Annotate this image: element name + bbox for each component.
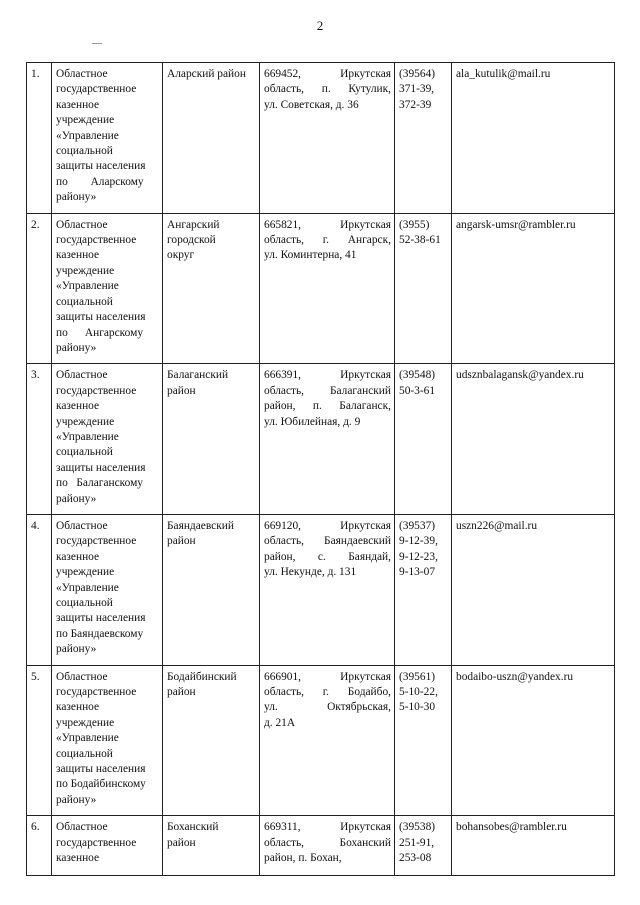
phone_lines-line: 9-13-07 — [399, 566, 436, 579]
phone_lines-line: 371-39, — [399, 83, 435, 96]
table-row — [27, 213, 615, 364]
address_lines-line: район, с. Баяндай, — [264, 550, 391, 563]
phone_lines-line: (39537) — [399, 519, 436, 532]
district-cell — [163, 63, 260, 214]
org_lines-line: государственное — [56, 83, 137, 96]
organization-cell — [52, 816, 163, 876]
scan-speck — [92, 43, 102, 44]
phone-cell — [395, 364, 452, 515]
row-number-cell — [27, 514, 52, 665]
phone_lines-line: 50-3-61 — [399, 384, 436, 397]
address_lines-line: 666391, Иркутская — [264, 369, 391, 382]
org_lines-line: району» — [56, 643, 97, 656]
phone_lines-line: 5-10-22, — [399, 686, 438, 699]
row-number-cell — [27, 665, 52, 816]
address_lines-line: область, Баяндаевский — [264, 535, 391, 548]
org_lines-line: защиты населения — [56, 461, 146, 474]
address_lines-line: 665821, Иркутская — [264, 218, 391, 231]
district-cell — [163, 213, 260, 364]
organization-cell — [52, 665, 163, 816]
email-cell — [452, 514, 615, 665]
phone_lines-line: 372-39 — [399, 98, 432, 111]
address_lines-line: область, п. Кутулик, — [264, 83, 391, 96]
address_lines-line: 666901, Иркутская — [264, 670, 391, 683]
row-number-cell — [27, 816, 52, 876]
phone_lines-line: 251-91, — [399, 836, 435, 849]
org_lines-line: Областное — [56, 218, 108, 231]
district_lines-line: Ангарский — [167, 218, 220, 231]
address_lines-line: ул. Октябрьская, — [264, 701, 391, 714]
email-cell — [452, 213, 615, 364]
address_lines-line: 669311, Иркутская — [264, 821, 391, 834]
address-cell — [260, 213, 395, 364]
district_lines-line: район — [167, 535, 196, 548]
phone-cell — [395, 213, 452, 364]
org_lines-line: по Ангарскому — [56, 326, 144, 339]
address-cell — [260, 364, 395, 515]
row-number-cell — [27, 364, 52, 515]
email-address[interactable]: bohansobes@rambler.ru — [456, 821, 567, 834]
org_lines-line: казенное — [56, 701, 100, 714]
phone_lines-line: 9-12-23, — [399, 550, 438, 563]
table-row — [27, 364, 615, 515]
org_lines-line: социальной — [56, 597, 113, 609]
address_lines-line: ул. Советская, д. 36 — [264, 98, 359, 111]
organization-cell — [52, 364, 163, 515]
org_lines-line: учреждение — [56, 566, 115, 579]
row-number: 3. — [31, 369, 40, 382]
org_lines-line: государственное — [56, 836, 137, 849]
org_lines-line: казенное — [56, 400, 100, 413]
row-number-cell — [27, 63, 52, 214]
district_lines-line: район — [167, 686, 196, 699]
district_lines-line: Бодайбинский — [167, 670, 237, 683]
district_lines-line: округ — [167, 249, 195, 262]
district_lines-line: район — [167, 384, 196, 397]
email-cell — [452, 63, 615, 214]
district-cell — [163, 364, 260, 515]
address_lines-line: ул. Некунде, д. 131 — [264, 566, 357, 579]
district-cell — [163, 514, 260, 665]
phone_lines-line: 52-38-61 — [399, 234, 441, 247]
phone_lines-line: (39538) — [399, 821, 436, 834]
org_lines-line: социальной — [56, 145, 113, 158]
phone_lines-line: (39561) — [399, 670, 436, 683]
phone_lines-line: (3955) — [399, 218, 430, 231]
address_lines-line: ул. Юбилейная, д. 9 — [264, 415, 361, 428]
org_lines-line: казенное — [56, 98, 100, 111]
phone_lines-line: (39548) — [399, 369, 436, 382]
email-address[interactable]: angarsk-umsr@rambler.ru — [456, 218, 576, 231]
table-row — [27, 63, 615, 214]
org_lines-line: по Балаганскому — [56, 477, 143, 490]
org_lines-line: защиты населения — [56, 612, 146, 625]
phone-cell — [395, 63, 452, 214]
address_lines-line: область, Боханский — [264, 836, 391, 849]
email-cell — [452, 364, 615, 515]
email-cell — [452, 665, 615, 816]
district_lines-line: район — [167, 836, 196, 849]
table-row — [27, 816, 615, 876]
org_lines-line: социальной — [56, 747, 113, 760]
district-cell — [163, 816, 260, 876]
org_lines-line: «Управление — [56, 430, 119, 443]
phone_lines-line: 9-12-39, — [399, 535, 438, 548]
phone-cell — [395, 514, 452, 665]
address_lines-line: д. 21А — [264, 716, 296, 729]
organization-cell — [52, 63, 163, 214]
email-address[interactable]: udsznbalagansk@yandex.ru — [456, 369, 584, 382]
phone_lines-line: 5-10-30 — [399, 701, 436, 714]
org_lines-line: учреждение — [56, 114, 115, 127]
email-address[interactable]: bodaibo-uszn@yandex.ru — [456, 670, 574, 683]
row-number: 5. — [31, 670, 40, 683]
row-number-cell — [27, 213, 52, 364]
org_lines-line: району» — [56, 191, 97, 204]
address_lines-line: ул. Коминтерна, 41 — [264, 249, 357, 262]
phone_lines-line: 253-08 — [399, 852, 432, 865]
address_lines-line: 669120, Иркутская — [264, 519, 391, 532]
phone_lines-line: (39564) — [399, 68, 436, 80]
org_lines-line: «Управление — [56, 581, 119, 594]
table-row — [27, 514, 615, 665]
org_lines-line: учреждение — [56, 716, 115, 729]
registry-table — [26, 62, 615, 876]
district_lines-line: городской — [167, 234, 216, 247]
table-row — [27, 665, 615, 816]
email-cell — [452, 816, 615, 876]
registry-table-body — [27, 63, 615, 876]
org_lines-line: Областное — [56, 519, 108, 532]
address_lines-line: область, г. Ангарск, — [264, 234, 391, 247]
district_lines-line: Балаганский — [167, 369, 229, 382]
org_lines-line: казенное — [56, 249, 100, 262]
org_lines-line: району» — [56, 492, 97, 505]
org_lines-line: учреждение — [56, 264, 115, 277]
row-number: 1. — [31, 68, 40, 80]
org_lines-line: Областное — [56, 369, 108, 382]
org_lines-line: Областное — [56, 68, 108, 80]
address_lines-line: 669452, Иркутская — [264, 68, 391, 80]
org_lines-line: казенное — [56, 550, 100, 563]
org_lines-line: району» — [56, 341, 97, 354]
organization-cell — [52, 213, 163, 364]
org_lines-line: государственное — [56, 535, 137, 548]
organization-cell — [52, 514, 163, 665]
org_lines-line: казенное — [56, 852, 100, 865]
email-address[interactable]: uszn226@mail.ru — [456, 519, 538, 532]
org_lines-line: государственное — [56, 384, 137, 397]
row-number: 4. — [31, 519, 40, 532]
address_lines-line: область, г. Бодайбо, — [264, 686, 391, 699]
org_lines-line: защиты населения — [56, 311, 146, 324]
address_lines-line: район, п. Бохан, — [264, 852, 342, 865]
org_lines-line: Областное — [56, 670, 108, 683]
org_lines-line: социальной — [56, 446, 113, 459]
org_lines-line: «Управление — [56, 129, 119, 142]
org_lines-line: защиты населения — [56, 763, 146, 776]
org_lines-line: учреждение — [56, 415, 115, 428]
address-cell — [260, 816, 395, 876]
phone-cell — [395, 816, 452, 876]
org_lines-line: защиты населения — [56, 160, 146, 173]
address-cell — [260, 63, 395, 214]
address-cell — [260, 665, 395, 816]
row-number: 2. — [31, 218, 40, 231]
org_lines-line: государственное — [56, 686, 137, 699]
org_lines-line: «Управление — [56, 732, 119, 745]
phone-cell — [395, 665, 452, 816]
row-number: 6. — [31, 821, 40, 834]
org_lines-line: социальной — [56, 295, 113, 308]
address_lines-line: область, Балаганский — [264, 384, 391, 397]
org_lines-line: по Аларскому — [56, 175, 144, 188]
address-cell — [260, 514, 395, 665]
org_lines-line: по Баяндаевскому — [56, 627, 144, 640]
page-number: 2 — [316, 18, 324, 33]
district-cell — [163, 665, 260, 816]
org_lines-line: по Бодайбинскому — [56, 778, 146, 791]
email-address[interactable]: ala_kutulik@mail.ru — [456, 68, 551, 80]
district_lines-line: Боханский — [167, 821, 219, 834]
district_lines-line: Баяндаевский — [167, 519, 234, 532]
org_lines-line: Областное — [56, 821, 108, 834]
org_lines-line: государственное — [56, 234, 137, 247]
org_lines-line: «Управление — [56, 280, 119, 293]
org_lines-line: району» — [56, 793, 97, 806]
address_lines-line: район, п. Балаганск, — [264, 400, 391, 413]
district_lines-line: Аларский район — [167, 68, 246, 80]
